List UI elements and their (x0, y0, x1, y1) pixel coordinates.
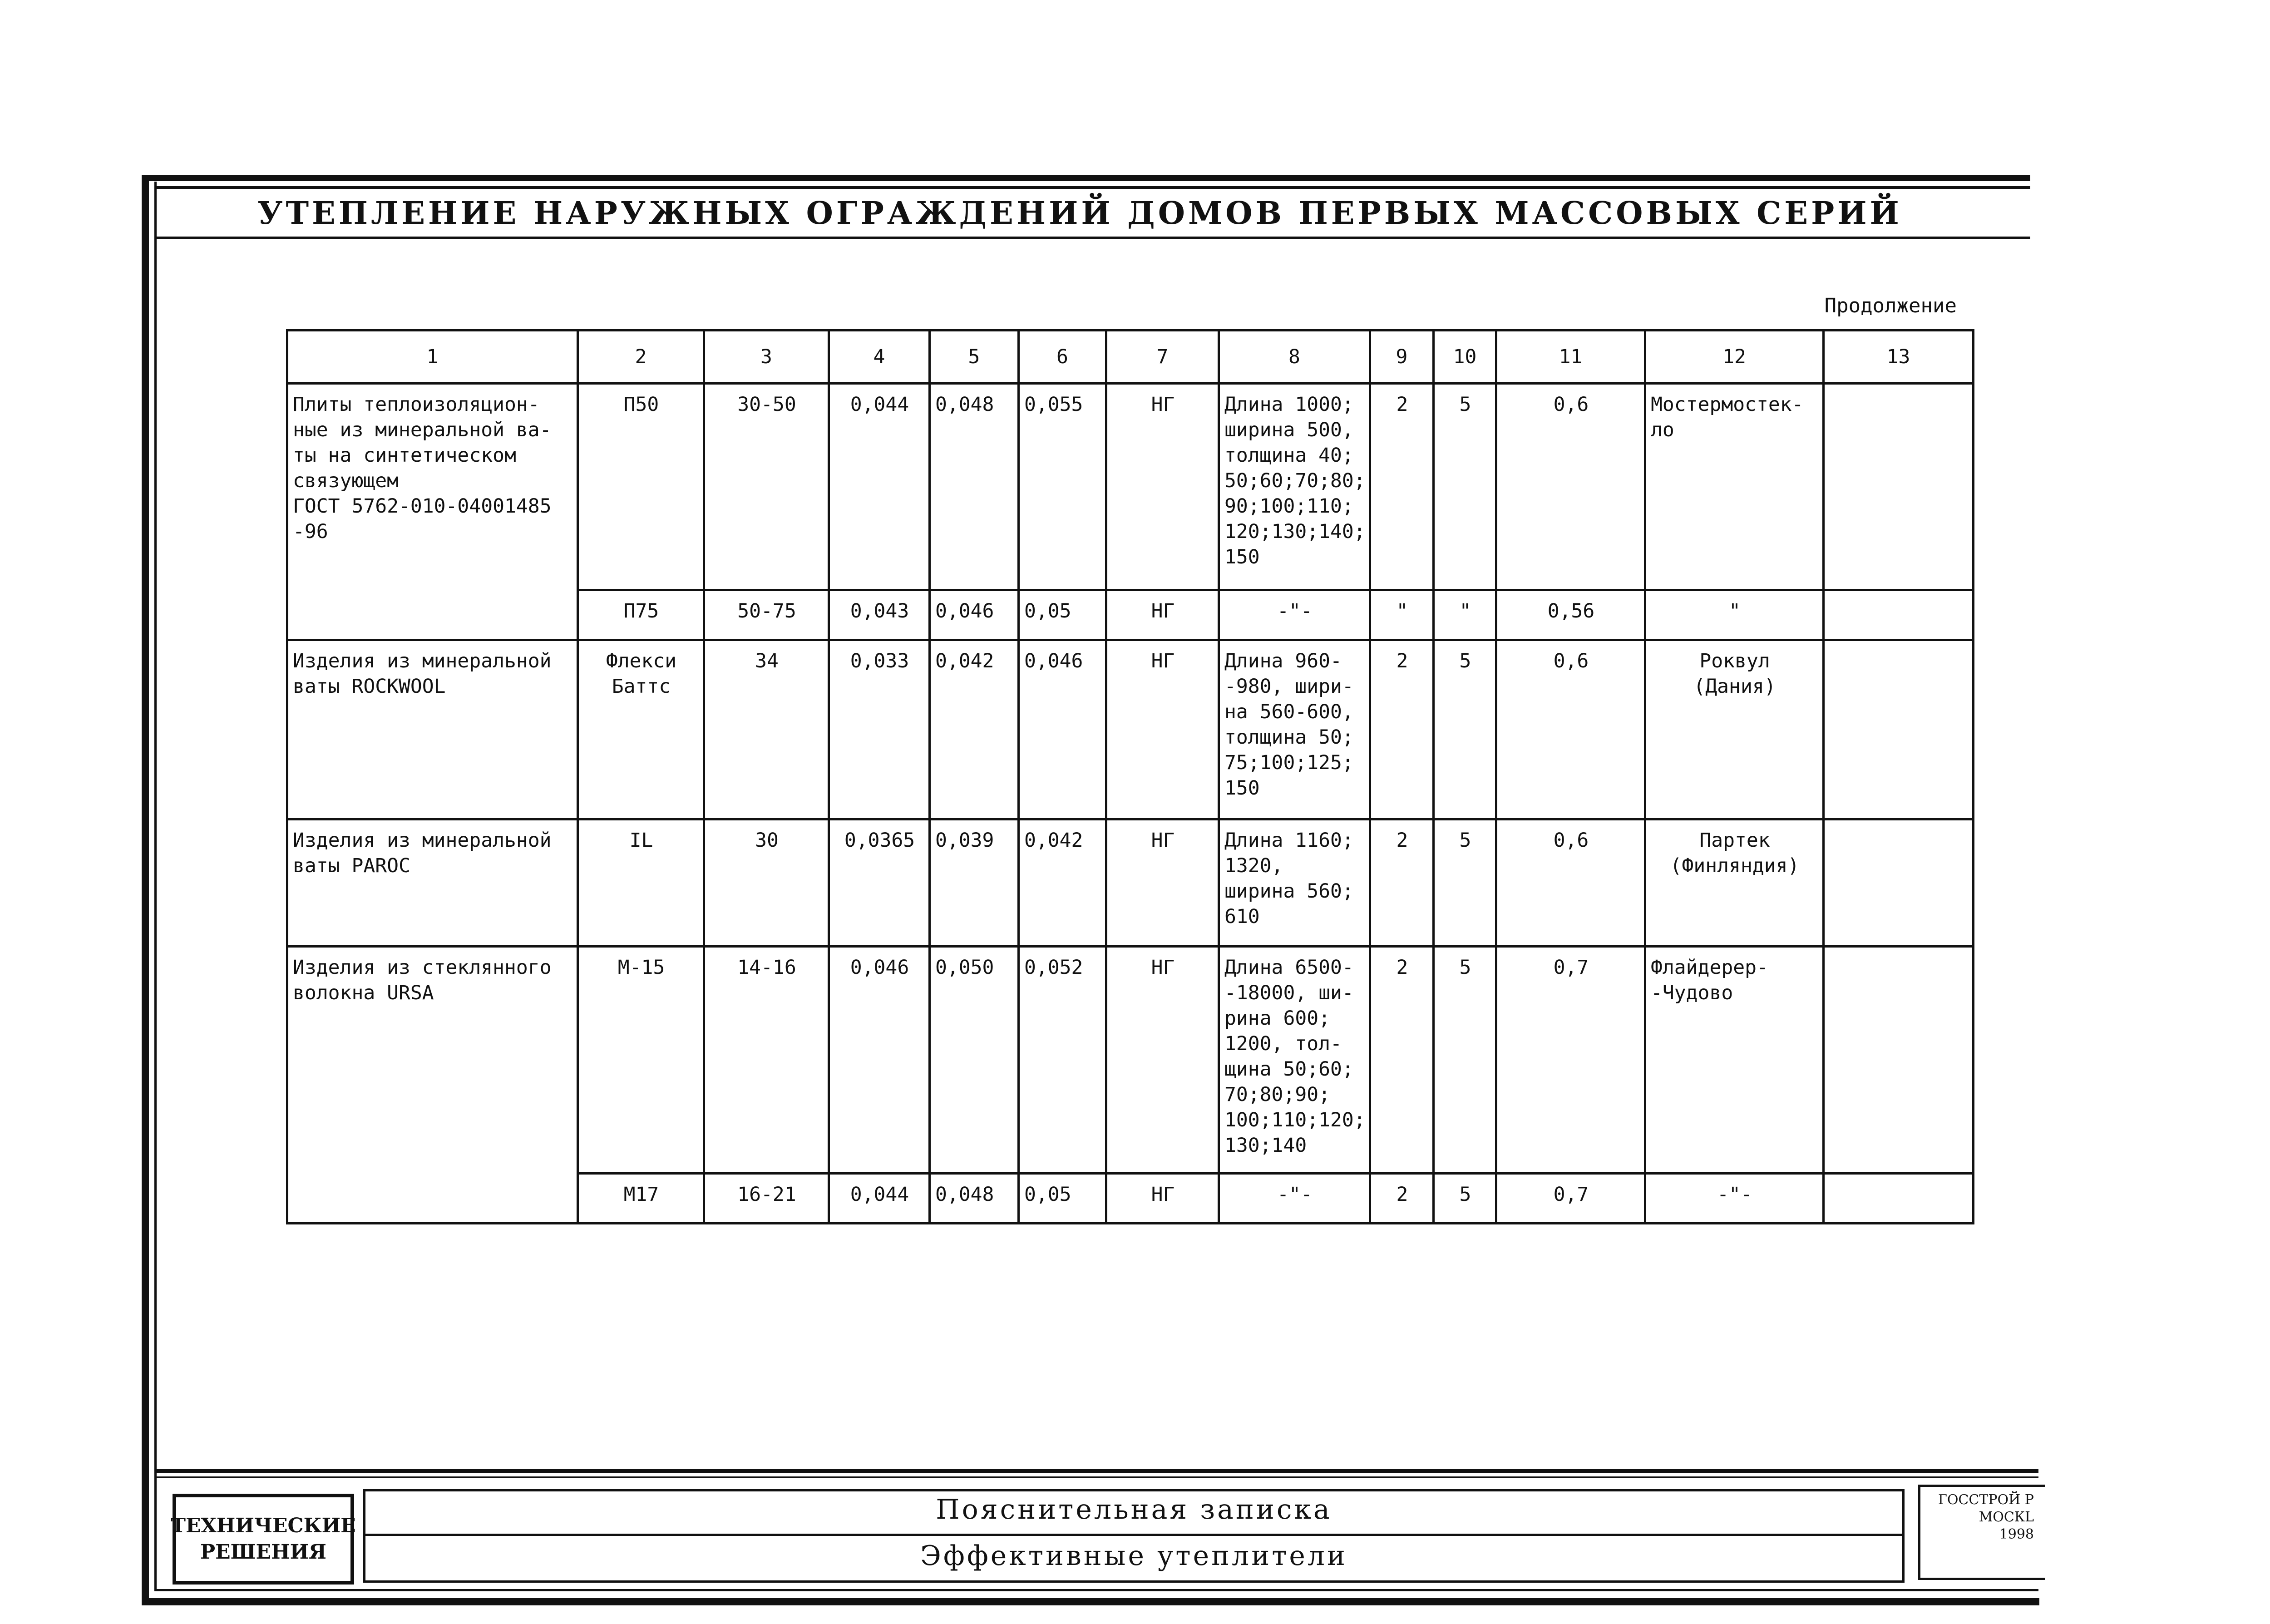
value-cell: 0,0365 (829, 819, 930, 947)
page-title: УТЕПЛЕНИЕ НАРУЖНЫХ ОГРАЖДЕНИЙ ДОМОВ ПЕРВЫХ МАССОВЫХ СЕРИЙ (257, 195, 1902, 232)
stamp-label: ТЕХНИЧЕСКИЕ РЕШЕНИЯ (171, 1514, 356, 1564)
value-cell: 0,7 (1496, 1174, 1645, 1224)
value-cell: 0,046 (829, 947, 930, 1174)
dimensions-cell: -"- (1219, 590, 1370, 640)
manufacturer-cell: Флайдерер- -Чудово (1645, 947, 1824, 1174)
value-cell: 0,048 (930, 384, 1019, 590)
density-cell: 30-50 (704, 384, 829, 590)
value-cell (1824, 1174, 1974, 1224)
value-cell: 0,043 (829, 590, 930, 640)
value-cell: " (1370, 590, 1434, 640)
insulation-table (286, 329, 1974, 1224)
column-number: 3 (704, 331, 829, 384)
dimensions-cell: -"- (1219, 1174, 1370, 1224)
grade-cell: П75 (578, 590, 704, 640)
table-header-row (287, 331, 1974, 384)
material-name-cell: Плиты теплоизоляцион- ные из минеральной ва- ты на синтетическом связующем ГОСТ 5762-010-04001485 -96 (287, 384, 578, 640)
table-row (287, 640, 1974, 819)
column-number: 5 (930, 331, 1019, 384)
grade-cell: IL (578, 819, 704, 947)
flammability-cell: НГ (1106, 640, 1219, 819)
value-cell: 5 (1434, 1174, 1496, 1224)
drawing-title-divider (363, 1534, 1905, 1536)
value-cell: 5 (1434, 947, 1496, 1174)
value-cell: 5 (1434, 640, 1496, 819)
value-cell (1824, 590, 1974, 640)
density-cell: 16-21 (704, 1174, 829, 1224)
technical-solutions-stamp (173, 1494, 354, 1585)
value-cell: 0,042 (1019, 819, 1106, 947)
header-rule-thin (154, 186, 2030, 189)
value-cell: 2 (1370, 1174, 1434, 1224)
density-cell: 14-16 (704, 947, 829, 1174)
value-cell: 5 (1434, 819, 1496, 947)
column-number: 4 (829, 331, 930, 384)
header-rule-thick (142, 175, 2030, 181)
material-name-cell: Изделия из минеральной ваты ROCKWOOL (287, 640, 578, 819)
manufacturer-cell: " (1645, 590, 1824, 640)
table-row (287, 384, 1974, 590)
column-number: 2 (578, 331, 704, 384)
value-cell: 0,052 (1019, 947, 1106, 1174)
grade-cell: М-15 (578, 947, 704, 1174)
drawing-title-line1: Пояснительная записка (936, 1494, 1332, 1525)
title-block-rule-thin (154, 1476, 2038, 1478)
frame-border-bottom-inner (154, 1589, 2038, 1591)
flammability-cell: НГ (1106, 1174, 1219, 1224)
continuation-label: Продолжение (1824, 294, 1957, 317)
column-number: 7 (1106, 331, 1219, 384)
value-cell: 0,055 (1019, 384, 1106, 590)
value-cell: 0,7 (1496, 947, 1645, 1174)
value-cell (1824, 640, 1974, 819)
value-cell: 0,042 (930, 640, 1019, 819)
dimensions-cell: Длина 1000; ширина 500, толщина 40; 50;60;70;80; 90;100;110; 120;130;140; 150 (1219, 384, 1370, 590)
manufacturer-cell: -"- (1645, 1174, 1824, 1224)
value-cell: 0,046 (1019, 640, 1106, 819)
value-cell: 0,05 (1019, 1174, 1106, 1224)
value-cell: 0,6 (1496, 819, 1645, 947)
title-block-rule (154, 1469, 2038, 1473)
manufacturer-cell: Мостермостек- ло (1645, 384, 1824, 590)
value-cell: 2 (1370, 384, 1434, 590)
value-cell: 5 (1434, 384, 1496, 590)
column-number: 11 (1496, 331, 1645, 384)
dimensions-cell: Длина 6500- -18000, ши- рина 600; 1200, тол- щина 50;60; 70;80;90; 100;110;120; 130;140 (1219, 947, 1370, 1174)
value-cell: 2 (1370, 640, 1434, 819)
header-band (154, 190, 2030, 239)
manufacturer-cell: Роквул (Дания) (1645, 640, 1824, 819)
value-cell: 0,05 (1019, 590, 1106, 640)
material-name-cell: Изделия из стеклянного волокна URSA (287, 947, 578, 1224)
column-number: 10 (1434, 331, 1496, 384)
value-cell (1824, 819, 1974, 947)
density-cell: 34 (704, 640, 829, 819)
value-cell: 0,6 (1496, 640, 1645, 819)
drawing-title-line2: Эффективные утеплители (920, 1540, 1348, 1572)
value-cell (1824, 384, 1974, 590)
column-number: 12 (1645, 331, 1824, 384)
flammability-cell: НГ (1106, 819, 1219, 947)
frame-border-left (142, 175, 149, 1605)
organization-label: ГОССТРОЙ Р МОСКL 1998 (1938, 1492, 2034, 1542)
value-cell: 0,046 (930, 590, 1019, 640)
column-number: 13 (1824, 331, 1974, 384)
value-cell: 0,039 (930, 819, 1019, 947)
column-number: 9 (1370, 331, 1434, 384)
dimensions-cell: Длина 1160; 1320, ширина 560; 610 (1219, 819, 1370, 947)
value-cell: " (1434, 590, 1496, 640)
table-row (287, 947, 1974, 1174)
grade-cell: Флекси Баттс (578, 640, 704, 819)
value-cell: 0,033 (829, 640, 930, 819)
value-cell: 2 (1370, 947, 1434, 1174)
flammability-cell: НГ (1106, 384, 1219, 590)
value-cell: 0,044 (829, 1174, 930, 1224)
value-cell: 0,048 (930, 1174, 1019, 1224)
value-cell: 0,050 (930, 947, 1019, 1174)
dimensions-cell: Длина 960- -980, шири- на 560-600, толщина 50; 75;100;125; 150 (1219, 640, 1370, 819)
column-number: 8 (1219, 331, 1370, 384)
table-row (287, 819, 1974, 947)
frame-border-bottom (142, 1598, 2039, 1605)
density-cell: 50-75 (704, 590, 829, 640)
value-cell: 0,044 (829, 384, 930, 590)
value-cell: 0,6 (1496, 384, 1645, 590)
grade-cell: П50 (578, 384, 704, 590)
flammability-cell: НГ (1106, 590, 1219, 640)
flammability-cell: НГ (1106, 947, 1219, 1174)
column-number: 6 (1019, 331, 1106, 384)
grade-cell: М17 (578, 1174, 704, 1224)
manufacturer-cell: Партек (Финляндия) (1645, 819, 1824, 947)
column-number: 1 (287, 331, 578, 384)
value-cell (1824, 947, 1974, 1174)
value-cell: 0,56 (1496, 590, 1645, 640)
value-cell: 2 (1370, 819, 1434, 947)
density-cell: 30 (704, 819, 829, 947)
frame-border-left-inner (154, 182, 157, 1591)
material-name-cell: Изделия из минеральной ваты PAROC (287, 819, 578, 947)
